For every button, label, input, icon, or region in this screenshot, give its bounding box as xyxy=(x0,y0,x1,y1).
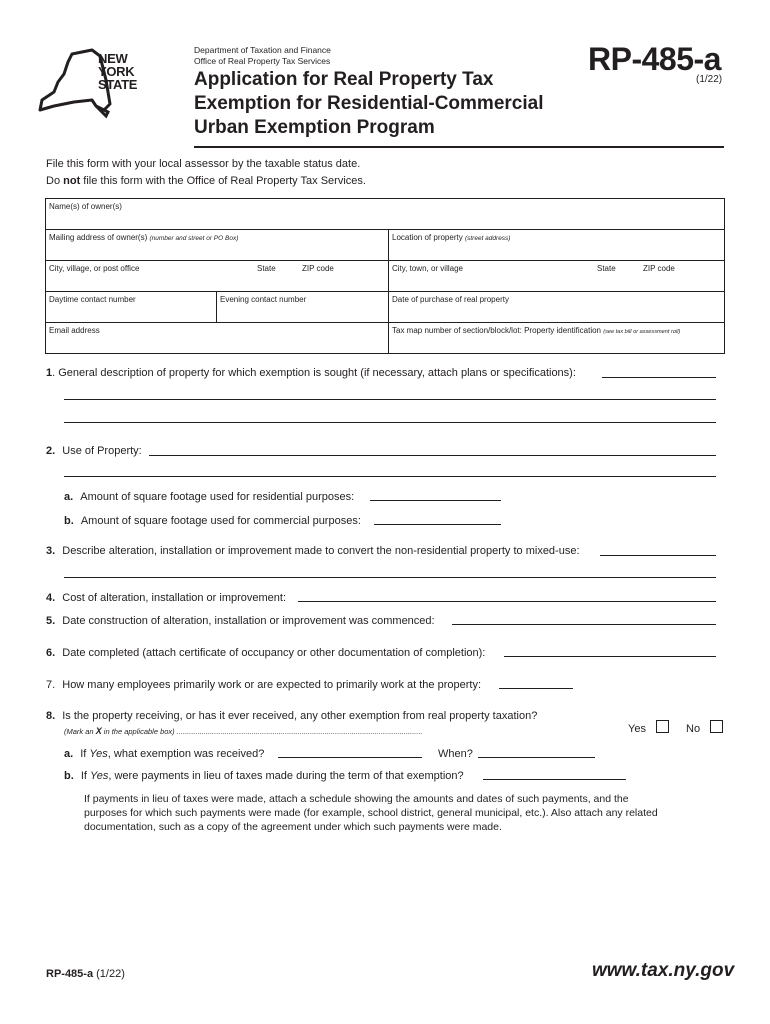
no-label: No xyxy=(686,723,701,735)
daytime-phone-label: Daytime contact number xyxy=(49,295,136,304)
owner-city-label: City, village, or post office xyxy=(49,264,140,273)
question-6-answer-line[interactable] xyxy=(504,656,716,657)
question-8a: a. If Yes, what exemption was received? xyxy=(64,748,265,760)
intro-line-1: File this form with your local assessor by the taxable status date. xyxy=(46,158,361,170)
title-line-3: Urban Exemption Program xyxy=(194,117,435,138)
employees-count-line[interactable] xyxy=(499,688,573,689)
question-5 xyxy=(46,615,435,627)
no-checkbox[interactable] xyxy=(710,720,723,733)
question-7-text: How many employees primarily work or are expected to primarily work at the property: xyxy=(62,679,482,691)
email-label: Email address xyxy=(49,326,100,335)
mailing-address-label: Mailing address of owner(s) xyxy=(49,233,148,242)
logo-text-state: STATE xyxy=(98,77,138,92)
question-2b-text: Amount of square footage used for commercial purposes: xyxy=(80,515,361,527)
yes-checkbox[interactable] xyxy=(656,720,669,733)
question-4 xyxy=(46,592,286,604)
dept-line-2: Office of Real Property Tax Services xyxy=(194,56,331,66)
question-7 xyxy=(46,679,481,691)
logo-text-york: YORK xyxy=(98,64,135,79)
dept-line-1: Department of Taxation and Finance xyxy=(194,45,331,55)
intro-line-2: Do not file this form with the Office of Real Property Tax Services. xyxy=(46,175,366,187)
question-8 xyxy=(46,710,537,722)
footer-form-number: RP-485-a (1/22) xyxy=(46,968,125,980)
evening-phone-label: Evening contact number xyxy=(220,295,307,304)
owner-names-field[interactable] xyxy=(46,199,724,230)
question-8-number: 8. xyxy=(46,710,56,722)
property-zip-label: ZIP code xyxy=(643,264,675,273)
intro-text xyxy=(46,156,366,190)
tax-map-hint: (see tax bill or assessment roll) xyxy=(603,329,681,335)
owner-state-label: State xyxy=(257,264,276,273)
nys-logo xyxy=(34,46,184,126)
email-field[interactable] xyxy=(46,323,389,353)
when-label: When? xyxy=(438,748,473,760)
question-1-answer-line[interactable] xyxy=(602,377,716,378)
footer-website-link[interactable]: www.tax.ny.gov xyxy=(592,960,735,981)
property-city-field[interactable] xyxy=(389,261,724,292)
pilot-payments-line[interactable] xyxy=(483,779,626,780)
question-2-answer-line[interactable] xyxy=(64,476,716,477)
form-number: RP-485-a xyxy=(588,41,721,77)
question-2a-text: Amount of square footage used for residential purposes: xyxy=(80,491,355,503)
title-line-2: Exemption for Residential-Commercial xyxy=(194,93,544,114)
question-4-number: 4. xyxy=(46,592,56,604)
question-1-answer-line[interactable] xyxy=(64,399,716,400)
owner-names-label: Name(s) of owner(s) xyxy=(49,202,122,211)
mailing-address-hint: (number and street or PO Box) xyxy=(149,235,239,242)
question-5-answer-line[interactable] xyxy=(452,624,716,625)
question-8b-letter: b. xyxy=(64,770,74,782)
owner-info-grid xyxy=(45,198,725,354)
question-8-text: Is the property receiving, or has it ever received, any other exemption from real property taxation? xyxy=(62,710,538,722)
question-2b-letter: b. xyxy=(64,515,74,527)
pilot-line-3: documentation, such as a copy of the agreement under which such payments were made. xyxy=(84,821,502,833)
property-city-label: City, town, or village xyxy=(392,264,463,273)
exemption-received-line[interactable] xyxy=(278,757,422,758)
question-3-answer-line[interactable] xyxy=(600,555,716,556)
tax-map-label: Tax map number of section/block/lot: Property identification xyxy=(392,326,601,335)
question-3-answer-line[interactable] xyxy=(64,577,716,578)
question-6 xyxy=(46,647,485,659)
question-5-text: Date construction of alteration, installation or improvement was commenced: xyxy=(62,615,435,627)
mailing-address-field[interactable] xyxy=(46,230,389,261)
question-1-text: . General description of property for which exemption is sought (if necessary, attach plans or specifications): xyxy=(52,367,576,379)
question-2a xyxy=(64,491,354,503)
question-1 xyxy=(46,367,576,379)
commercial-sqft-line[interactable] xyxy=(374,524,501,525)
question-6-number: 6. xyxy=(46,647,56,659)
page-title xyxy=(194,68,543,140)
question-1-number: 1 xyxy=(46,367,53,379)
yes-label: Yes xyxy=(628,723,646,735)
question-2a-letter: a. xyxy=(64,491,74,503)
question-4-text: Cost of alteration, installation or improvement: xyxy=(62,592,287,604)
pilot-instructions xyxy=(84,792,724,834)
owner-zip-label: ZIP code xyxy=(302,264,334,273)
question-2b xyxy=(64,515,361,527)
header-divider xyxy=(194,146,724,148)
property-location-hint: (street address) xyxy=(464,235,511,242)
purchase-date-label: Date of purchase of real property xyxy=(392,295,509,304)
residential-sqft-line[interactable] xyxy=(370,500,501,501)
question-3-text: Describe alteration, installation or improvement made to convert the non-residential property to mixed-use: xyxy=(62,545,580,557)
title-line-1: Application for Real Property Tax xyxy=(194,69,494,90)
question-8-mark-instruction: (Mark an X in the applicable box) ...................................................................................................................... xyxy=(64,726,423,736)
evening-phone-field[interactable] xyxy=(217,292,389,323)
question-3 xyxy=(46,545,580,557)
pilot-line-2: purposes for which such payments were made (for example, school district, general municipal, etc.). Also attach any related xyxy=(84,807,658,819)
department-name xyxy=(194,45,331,67)
question-4-answer-line[interactable] xyxy=(298,601,716,602)
question-5-number: 5. xyxy=(46,615,56,627)
daytime-phone-field[interactable] xyxy=(46,292,217,323)
question-2-answer-line[interactable] xyxy=(149,455,716,456)
question-3-number: 3. xyxy=(46,545,56,557)
property-state-label: State xyxy=(597,264,616,273)
form-revision: (1/22) xyxy=(696,74,723,85)
exemption-when-line[interactable] xyxy=(478,757,595,758)
property-location-label: Location of property xyxy=(392,233,463,242)
tax-map-field[interactable] xyxy=(389,323,724,353)
property-location-field[interactable] xyxy=(389,230,724,261)
question-1-answer-line[interactable] xyxy=(64,422,716,423)
question-2-text: Use of Property: xyxy=(62,445,142,457)
pilot-line-1: If payments in lieu of taxes were made, attach a schedule showing the amounts and dates of such payments, and the xyxy=(84,793,629,805)
question-2-number: 2. xyxy=(46,445,56,457)
question-6-text: Date completed (attach certificate of occupancy or other documentation of completion): xyxy=(62,647,486,659)
question-2 xyxy=(46,445,142,457)
owner-city-field[interactable] xyxy=(46,261,389,292)
question-8a-letter: a. xyxy=(64,748,74,760)
question-8b: b. If Yes, were payments in lieu of taxes made during the term of that exemption? xyxy=(64,770,464,782)
purchase-date-field[interactable] xyxy=(389,292,724,323)
logo-text-new: NEW xyxy=(98,51,128,66)
question-7-number: 7. xyxy=(46,679,56,691)
